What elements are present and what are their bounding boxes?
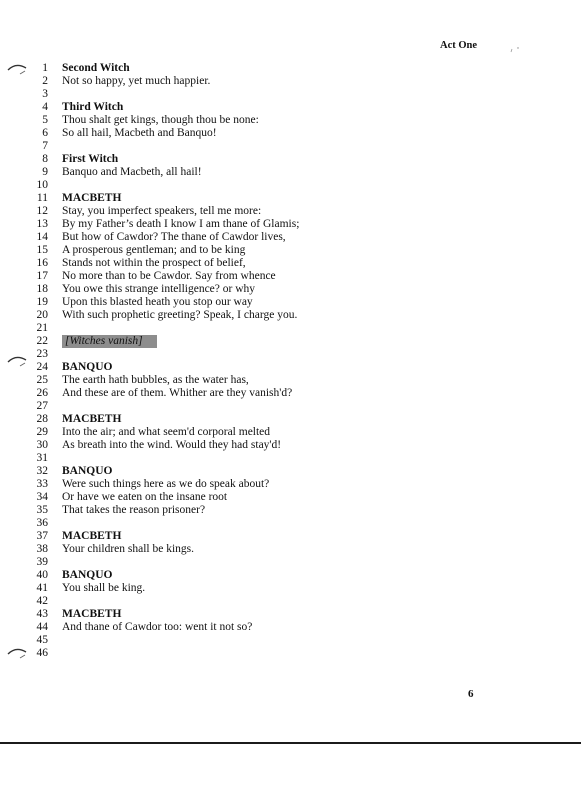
line-number: 44: [36, 621, 48, 633]
line-number: 38: [36, 543, 48, 555]
script-line: [0, 439, 540, 452]
speaker-name: MACBETH: [62, 192, 122, 204]
line-number: 21: [36, 322, 48, 334]
script-line: [0, 387, 540, 400]
speaker-name: Third Witch: [62, 101, 124, 113]
script-line: [0, 452, 540, 465]
dialogue-line: Your children shall be kings.: [62, 543, 195, 555]
script-line: [0, 400, 540, 413]
script-line: [0, 608, 540, 621]
line-number: 4: [42, 101, 48, 113]
script-line: [0, 296, 540, 309]
line-number: 45: [36, 634, 48, 646]
dialogue-line: As breath into the wind. Would they had stay'd!: [62, 439, 282, 451]
script-line: [0, 244, 540, 257]
script-line: [0, 413, 540, 426]
script-line: [0, 569, 540, 582]
script-line: [0, 426, 540, 439]
dialogue-line: But how of Cawdor? The thane of Cawdor lives,: [62, 231, 286, 243]
line-number: 43: [36, 608, 48, 620]
script-line: [0, 647, 540, 660]
line-number: 1: [42, 62, 48, 74]
line-number: 41: [36, 582, 48, 594]
speaker-name: BANQUO: [62, 569, 113, 581]
script-line: [0, 491, 540, 504]
line-number: 13: [36, 218, 48, 230]
dialogue-line: Banquo and Macbeth, all hail!: [62, 166, 202, 178]
script-line: [0, 374, 540, 387]
line-number: 20: [36, 309, 48, 321]
script-line: [0, 231, 540, 244]
line-number: 39: [36, 556, 48, 568]
dialogue-line: And these are of them. Whither are they vanish'd?: [62, 387, 293, 399]
line-number: 36: [36, 517, 48, 529]
script-line: [0, 153, 540, 166]
line-number: 30: [36, 439, 48, 451]
script-line: [0, 127, 540, 140]
speaker-name: Second Witch: [62, 62, 130, 74]
speaker-name: BANQUO: [62, 465, 113, 477]
line-number: 6: [42, 127, 48, 139]
line-number: 42: [36, 595, 48, 607]
dialogue-line: Not so happy, yet much happier.: [62, 75, 211, 87]
line-number: 22: [36, 335, 48, 347]
script-line: [0, 205, 540, 218]
speaker-name: BANQUO: [62, 361, 113, 373]
script-line: [0, 621, 540, 634]
line-number: 17: [36, 270, 48, 282]
script-line: [0, 361, 540, 374]
script-line: [0, 140, 540, 153]
line-number: 19: [36, 296, 48, 308]
line-number: 28: [36, 413, 48, 425]
dialogue-line: That takes the reason prisoner?: [62, 504, 206, 516]
script-line: [0, 88, 540, 101]
line-number: 11: [36, 192, 48, 204]
script-line: [0, 179, 540, 192]
script-line: [0, 595, 540, 608]
script-line: [0, 257, 540, 270]
dialogue-line: Stay, you imperfect speakers, tell me more:: [62, 205, 262, 217]
line-number: 46: [36, 647, 48, 659]
line-number: 25: [36, 374, 48, 386]
line-number: 35: [36, 504, 48, 516]
line-number: 10: [36, 179, 48, 191]
dialogue-line: Or have we eaten on the insane root: [62, 491, 228, 503]
scan-speck: [510, 41, 520, 49]
line-number: 2: [42, 75, 48, 87]
script-line: [0, 517, 540, 530]
stage-direction: [Witches vanish]: [62, 335, 157, 348]
script-line: [0, 322, 540, 335]
speaker-name: MACBETH: [62, 413, 122, 425]
script-line: [0, 335, 540, 348]
script-line: [0, 75, 540, 88]
script-line: [0, 114, 540, 127]
line-number: 31: [36, 452, 48, 464]
script-line: [0, 478, 540, 491]
dialogue-line: Into the air; and what seem'd corporal melted: [62, 426, 271, 438]
line-number: 14: [36, 231, 48, 243]
script-line: [0, 218, 540, 231]
speaker-name: First Witch: [62, 153, 119, 165]
line-number: 23: [36, 348, 48, 360]
page-number: 6: [468, 688, 474, 700]
line-number: 40: [36, 569, 48, 581]
line-number: 3: [42, 88, 48, 100]
dialogue-line: A prosperous gentleman; and to be king: [62, 244, 246, 256]
line-number: 24: [36, 361, 48, 373]
script-line: [0, 309, 540, 322]
line-number: 16: [36, 257, 48, 269]
script-line: [0, 166, 540, 179]
bottom-rule: [0, 742, 581, 744]
dialogue-line: Were such things here as we do speak about?: [62, 478, 270, 490]
line-number: 27: [36, 400, 48, 412]
script-line: [0, 192, 540, 205]
speaker-name: MACBETH: [62, 530, 122, 542]
script-line: [0, 270, 540, 283]
dialogue-line: Stands not within the prospect of belief,: [62, 257, 246, 269]
script-line: [0, 504, 540, 517]
dialogue-line: Upon this blasted heath you stop our way: [62, 296, 253, 308]
script-line: [0, 556, 540, 569]
line-number: 29: [36, 426, 48, 438]
dialogue-line: So all hail, Macbeth and Banquo!: [62, 127, 217, 139]
script-line: [0, 465, 540, 478]
line-number: 32: [36, 465, 48, 477]
script-line: [0, 283, 540, 296]
dialogue-line: You shall be king.: [62, 582, 146, 594]
dialogue-line: You owe this strange intelligence? or why: [62, 283, 256, 295]
line-number: 12: [36, 205, 48, 217]
script-line: [0, 634, 540, 647]
script-line: [0, 530, 540, 543]
script-line: [0, 348, 540, 361]
dialogue-line: With such prophetic greeting? Speak, I charge you.: [62, 309, 298, 321]
dialogue-line: The earth hath bubbles, as the water has,: [62, 374, 249, 386]
script-line: [0, 62, 540, 75]
line-number: 8: [42, 153, 48, 165]
line-number: 5: [42, 114, 48, 126]
line-number: 15: [36, 244, 48, 256]
dialogue-line: And thane of Cawdor too: went it not so?: [62, 621, 253, 633]
script-line: [0, 543, 540, 556]
line-number: 37: [36, 530, 48, 542]
dialogue-line: By my Father’s death I know I am thane of Glamis;: [62, 218, 300, 230]
script-line: [0, 582, 540, 595]
line-number: 33: [36, 478, 48, 490]
line-number: 9: [42, 166, 48, 178]
dialogue-line: No more than to be Cawdor. Say from whence: [62, 270, 276, 282]
speaker-name: MACBETH: [62, 608, 122, 620]
act-header: Act One: [440, 40, 478, 51]
script-line: [0, 101, 540, 114]
dialogue-line: Thou shalt get kings, though thou be none:: [62, 114, 259, 126]
line-number: 26: [36, 387, 48, 399]
line-number: 7: [42, 140, 48, 152]
line-number: 34: [36, 491, 48, 503]
line-number: 18: [36, 283, 48, 295]
